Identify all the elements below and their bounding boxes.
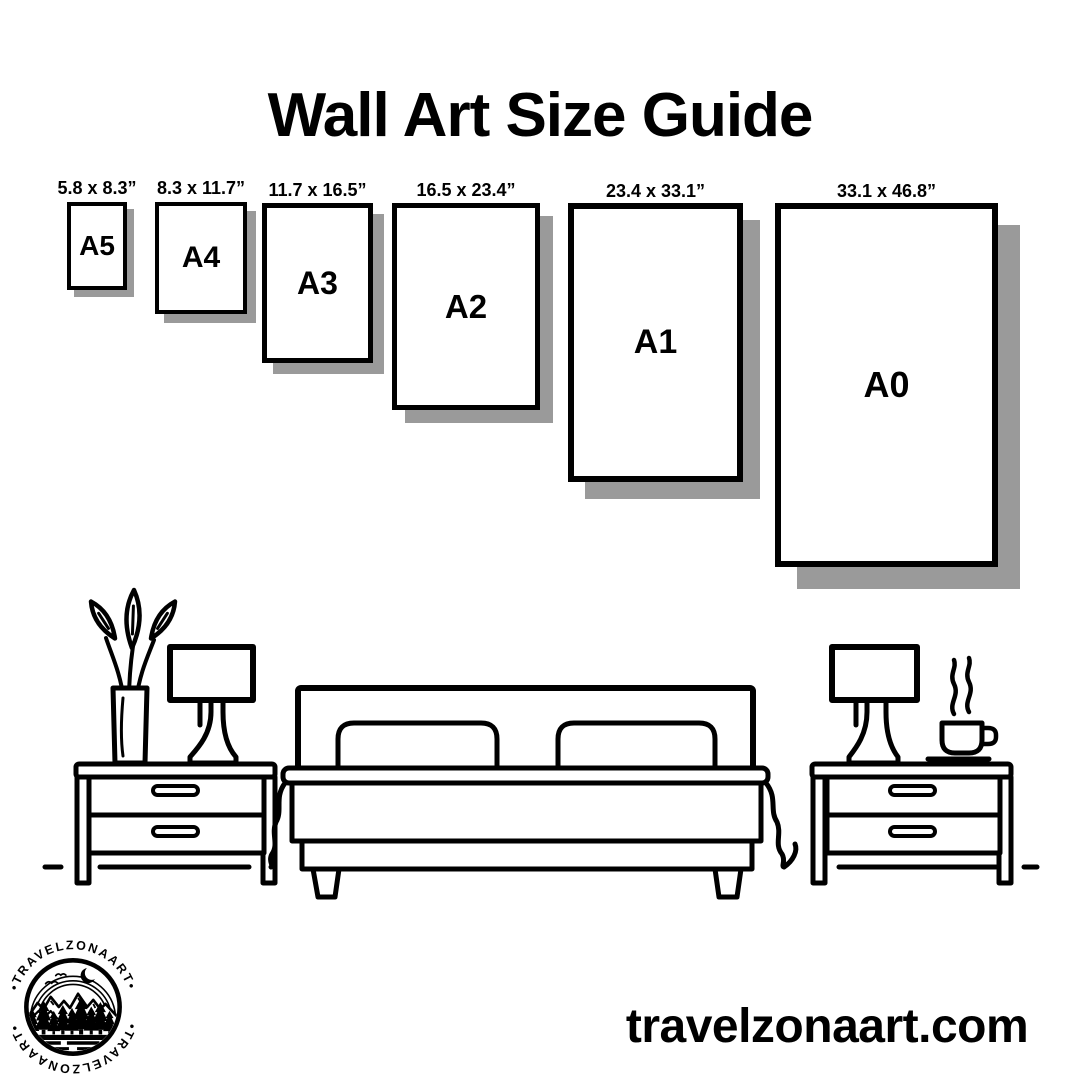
size-frame-a3 (262, 180, 373, 363)
dimension-label-a5: 5.8 x 8.3” (57, 178, 137, 198)
dimension-label-a2: 16.5 x 23.4” (416, 180, 516, 200)
double-bed (271, 688, 796, 897)
pillow-right (558, 723, 715, 770)
table-lamp-right (832, 647, 917, 763)
logo-arc-text-top: •TRAVELZONAART• (6, 938, 140, 993)
pillow-left (338, 723, 497, 770)
size-letter-a3: A3 (297, 264, 338, 301)
logo-arc-text-bottom: •TRAVELZONAART• (6, 1021, 140, 1076)
size-frame-a1 (568, 181, 743, 482)
size-letter-a0: A0 (863, 364, 910, 405)
dimension-label-a4: 8.3 x 11.7” (156, 178, 246, 198)
size-frame-a0 (775, 181, 998, 567)
blanket-drape-right (766, 783, 796, 867)
bedroom-illustration (0, 580, 1080, 910)
website-url: travelzonaart.com (625, 1000, 1029, 1053)
size-letter-a4: A4 (181, 241, 221, 274)
table-lamp-left (170, 647, 253, 763)
size-letter-a1: A1 (633, 323, 678, 361)
page-title: Wall Art Size Guide (267, 80, 813, 150)
size-letter-a2: A2 (444, 287, 488, 325)
travelzonaart-logo (2, 936, 144, 1078)
flower-vase (86, 590, 179, 763)
dimension-label-a3: 11.7 x 16.5” (268, 180, 367, 200)
bed-leg-right (715, 869, 741, 897)
coffee-cup (928, 658, 996, 759)
dimension-label-a1: 23.4 x 33.1” (605, 181, 706, 201)
bed-leg-left (313, 869, 339, 897)
size-frame-a5 (57, 178, 137, 290)
size-frame-a4 (155, 178, 247, 314)
size-letter-a5: A5 (79, 230, 115, 261)
size-frame-a2 (392, 180, 540, 410)
steam-icon (952, 658, 970, 714)
dimension-label-a0: 33.1 x 46.8” (836, 181, 937, 201)
